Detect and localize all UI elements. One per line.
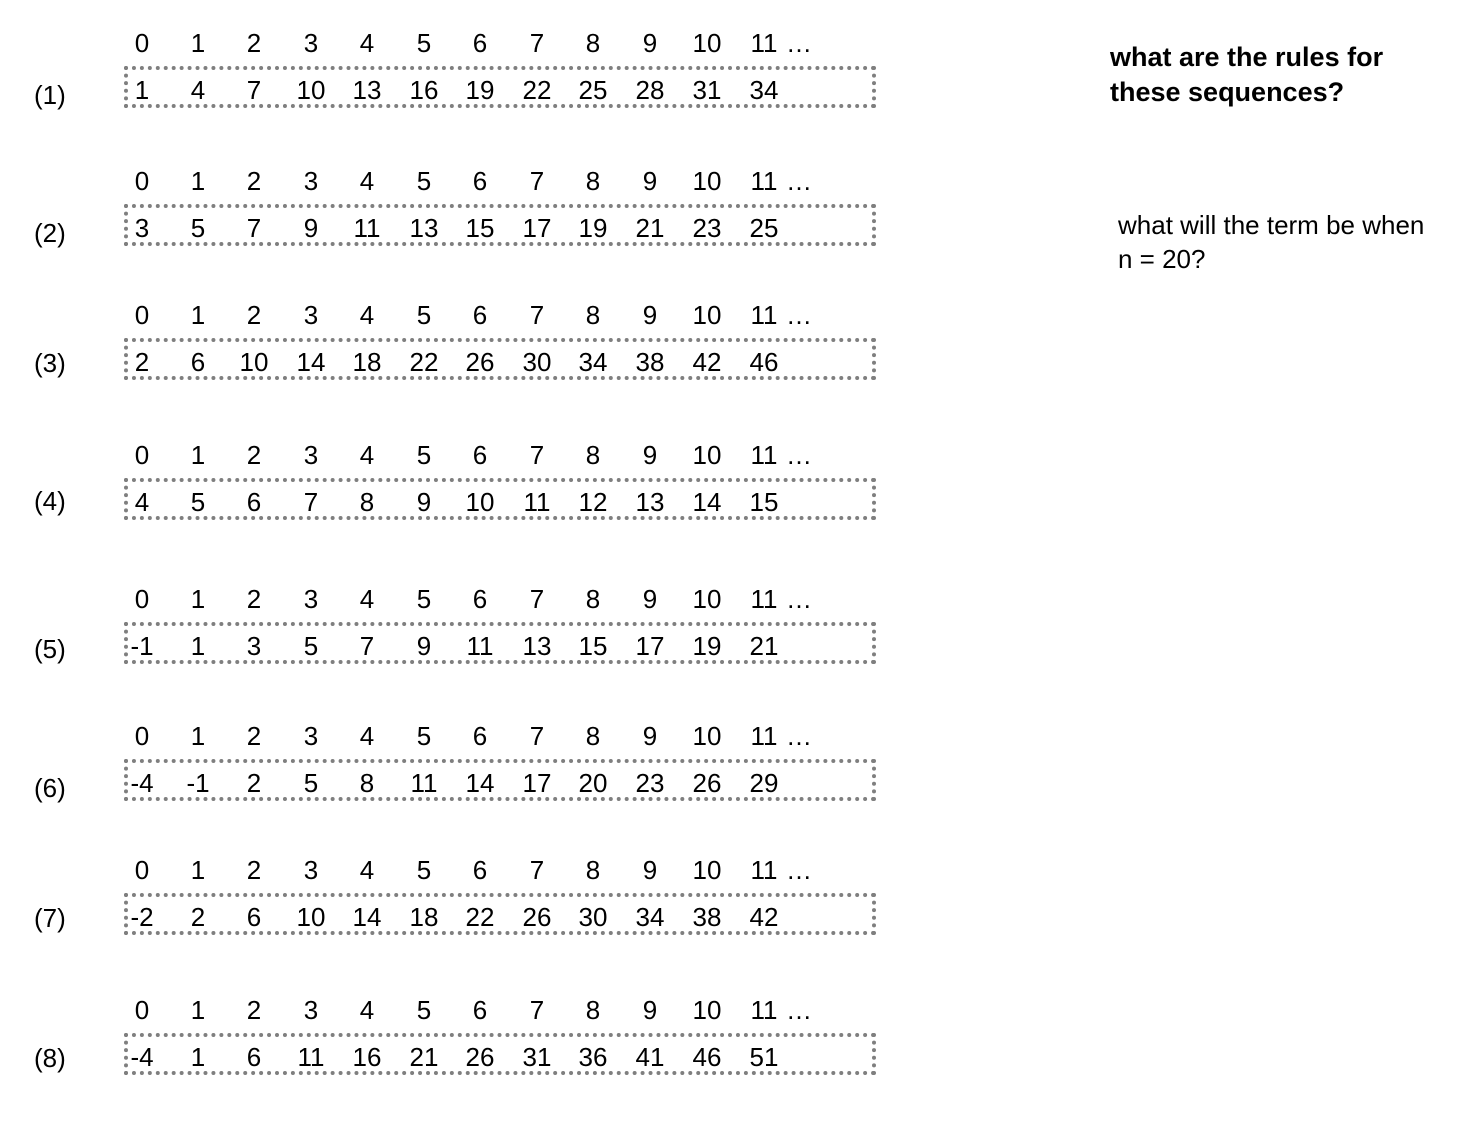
sequence-label: (8): [34, 1043, 66, 1073]
index-row: [0, 584, 900, 614]
sequence-term: 15: [578, 631, 608, 661]
index-number: 2: [246, 300, 262, 330]
sequence-term: 5: [303, 631, 319, 661]
question-term: what will the term be when n = 20?: [1118, 210, 1425, 274]
sequence-term: 6: [246, 487, 262, 517]
sequence-term: 5: [190, 213, 206, 243]
sequence-term: 6: [246, 902, 262, 932]
terms-row: [0, 75, 900, 105]
index-number: 10: [692, 721, 722, 751]
sequence-term: 18: [352, 347, 382, 377]
sequence-label: (3): [34, 348, 66, 378]
index-number: 0: [134, 995, 150, 1025]
sequence-block: [0, 721, 900, 811]
index-number: 3: [303, 855, 319, 885]
sequence-term: 13: [635, 487, 665, 517]
sequence-term: 15: [465, 213, 495, 243]
sequence-block: [0, 166, 900, 256]
index-number: 8: [585, 584, 601, 614]
sequence-term: 10: [239, 347, 269, 377]
index-ellipsis: …: [786, 721, 812, 751]
sequence-label: (4): [34, 486, 66, 516]
sequence-term: 13: [522, 631, 552, 661]
index-number: 7: [529, 995, 545, 1025]
index-number: 1: [190, 584, 206, 614]
index-number: 3: [303, 584, 319, 614]
index-number: 0: [134, 440, 150, 470]
index-number: 3: [303, 28, 319, 58]
index-number: 3: [303, 300, 319, 330]
index-number: 2: [246, 166, 262, 196]
sequence-term: 34: [635, 902, 665, 932]
sequence-term: 46: [692, 1042, 722, 1072]
sequence-term: 34: [578, 347, 608, 377]
index-number: 3: [303, 440, 319, 470]
index-number: 3: [303, 995, 319, 1025]
sequence-term: 9: [416, 631, 432, 661]
sequence-term: 4: [134, 487, 150, 517]
terms-row: [0, 347, 900, 377]
index-number: 2: [246, 584, 262, 614]
index-row: [0, 855, 900, 885]
sequence-term: 11: [410, 768, 438, 798]
index-number: 1: [190, 440, 206, 470]
sequence-term: 17: [635, 631, 665, 661]
sequence-term: 22: [465, 902, 495, 932]
sequence-term: 42: [749, 902, 779, 932]
sequence-term: -4: [130, 1042, 154, 1072]
sequence-term: -1: [130, 631, 154, 661]
sequence-label: (6): [34, 773, 66, 803]
index-number: 11: [750, 721, 778, 751]
index-ellipsis: …: [786, 995, 812, 1025]
index-number: 5: [416, 166, 432, 196]
index-number: 8: [585, 855, 601, 885]
index-number: 9: [642, 584, 658, 614]
index-number: 0: [134, 166, 150, 196]
sequence-label: (1): [34, 80, 66, 110]
index-row: [0, 166, 900, 196]
index-number: 7: [529, 855, 545, 885]
index-number: 9: [642, 300, 658, 330]
sequence-term: 13: [352, 75, 382, 105]
index-number: 10: [692, 440, 722, 470]
sequence-block: [0, 440, 900, 530]
sequence-term: 26: [692, 768, 722, 798]
index-number: 5: [416, 995, 432, 1025]
sequence-term: 10: [465, 487, 495, 517]
sequence-term: 16: [352, 1042, 382, 1072]
sequence-term: 14: [352, 902, 382, 932]
question-heading: what are the rules for these sequences?: [1110, 42, 1384, 107]
index-number: 11: [750, 300, 778, 330]
index-number: 1: [190, 166, 206, 196]
index-number: 11: [750, 440, 778, 470]
index-number: 1: [190, 300, 206, 330]
sequence-term: 46: [749, 347, 779, 377]
index-number: 10: [692, 995, 722, 1025]
sequence-term: 16: [409, 75, 439, 105]
index-number: 4: [359, 855, 375, 885]
sequence-term: 1: [190, 1042, 206, 1072]
sequence-term: 30: [578, 902, 608, 932]
sequence-block: [0, 300, 900, 390]
sequence-block: [0, 28, 900, 118]
index-number: 9: [642, 995, 658, 1025]
sequence-term: 6: [246, 1042, 262, 1072]
sequence-term: 5: [303, 768, 319, 798]
sequence-term: 26: [465, 1042, 495, 1072]
sequence-term: 2: [246, 768, 262, 798]
sequence-term: 11: [466, 631, 494, 661]
sequence-term: -1: [186, 768, 210, 798]
sequence-term: 9: [416, 487, 432, 517]
sequence-label: (5): [34, 634, 66, 664]
sequence-term: 38: [692, 902, 722, 932]
index-number: 2: [246, 995, 262, 1025]
sequence-term: 21: [409, 1042, 439, 1072]
index-number: 2: [246, 721, 262, 751]
sequence-term: 51: [749, 1042, 779, 1072]
index-number: 6: [472, 995, 488, 1025]
sequence-term: 7: [303, 487, 319, 517]
index-number: 7: [529, 166, 545, 196]
index-number: 3: [303, 721, 319, 751]
sequence-term: 23: [635, 768, 665, 798]
sequence-block: [0, 855, 900, 945]
index-row: [0, 721, 900, 751]
terms-row: [0, 213, 900, 243]
index-number: 4: [359, 300, 375, 330]
sequence-term: 20: [578, 768, 608, 798]
sequence-term: 31: [692, 75, 722, 105]
index-number: 6: [472, 855, 488, 885]
index-number: 8: [585, 28, 601, 58]
index-number: 0: [134, 721, 150, 751]
sequence-term: 21: [749, 631, 779, 661]
sequence-term: 25: [749, 213, 779, 243]
index-number: 0: [134, 855, 150, 885]
sequence-term: 18: [409, 902, 439, 932]
index-number: 7: [529, 28, 545, 58]
index-number: 8: [585, 166, 601, 196]
sequence-term: 19: [578, 213, 608, 243]
sequence-term: 22: [522, 75, 552, 105]
index-number: 3: [303, 166, 319, 196]
sequence-term: 7: [359, 631, 375, 661]
index-number: 7: [529, 721, 545, 751]
sequence-term: 2: [134, 347, 150, 377]
index-number: 10: [692, 300, 722, 330]
index-number: 5: [416, 300, 432, 330]
index-number: 6: [472, 584, 488, 614]
index-number: 4: [359, 995, 375, 1025]
sequence-term: 26: [522, 902, 552, 932]
sequence-term: 14: [465, 768, 495, 798]
sequence-term: 7: [246, 213, 262, 243]
index-number: 4: [359, 584, 375, 614]
sequence-term: 3: [134, 213, 150, 243]
sequence-term: 15: [749, 487, 779, 517]
index-number: 9: [642, 28, 658, 58]
index-number: 5: [416, 855, 432, 885]
sequence-term: 23: [692, 213, 722, 243]
sequence-term: 3: [246, 631, 262, 661]
index-number: 6: [472, 166, 488, 196]
sequence-term: 19: [692, 631, 722, 661]
sequence-term: 8: [359, 487, 375, 517]
index-number: 9: [642, 440, 658, 470]
index-ellipsis: …: [786, 855, 812, 885]
index-number: 4: [359, 721, 375, 751]
sequence-term: 29: [749, 768, 779, 798]
terms-row: [0, 1042, 900, 1072]
index-number: 6: [472, 300, 488, 330]
sequence-term: 11: [523, 487, 551, 517]
index-number: 11: [750, 584, 778, 614]
sequence-term: 34: [749, 75, 779, 105]
index-number: 8: [585, 721, 601, 751]
sequence-label: (7): [34, 903, 66, 933]
index-ellipsis: …: [786, 584, 812, 614]
index-number: 2: [246, 440, 262, 470]
sequence-term: 9: [303, 213, 319, 243]
sequence-term: 14: [692, 487, 722, 517]
sequence-term: 7: [246, 75, 262, 105]
index-number: 8: [585, 995, 601, 1025]
sequence-term: 26: [465, 347, 495, 377]
sequence-term: 25: [578, 75, 608, 105]
index-number: 11: [750, 995, 778, 1025]
sequence-term: 41: [635, 1042, 665, 1072]
sequence-term: -4: [130, 768, 154, 798]
sequence-term: 4: [190, 75, 206, 105]
index-number: 5: [416, 28, 432, 58]
sequence-term: 30: [522, 347, 552, 377]
index-number: 9: [642, 855, 658, 885]
index-number: 5: [416, 584, 432, 614]
terms-row: [0, 487, 900, 517]
index-number: 0: [134, 28, 150, 58]
sequence-term: 10: [296, 75, 326, 105]
index-ellipsis: …: [786, 440, 812, 470]
index-number: 4: [359, 28, 375, 58]
index-number: 6: [472, 721, 488, 751]
index-number: 8: [585, 440, 601, 470]
sequence-term: 12: [578, 487, 608, 517]
index-ellipsis: …: [786, 166, 812, 196]
sequence-term: 28: [635, 75, 665, 105]
sequence-term: 42: [692, 347, 722, 377]
sequence-term: 31: [522, 1042, 552, 1072]
index-row: [0, 300, 900, 330]
index-number: 7: [529, 300, 545, 330]
index-number: 10: [692, 166, 722, 196]
index-number: 2: [246, 855, 262, 885]
index-number: 2: [246, 28, 262, 58]
terms-row: [0, 902, 900, 932]
index-number: 11: [750, 28, 778, 58]
index-number: 1: [190, 855, 206, 885]
sequence-term: 22: [409, 347, 439, 377]
sequence-term: -2: [130, 902, 154, 932]
index-number: 7: [529, 440, 545, 470]
sequence-term: 13: [409, 213, 439, 243]
index-number: 6: [472, 28, 488, 58]
index-number: 10: [692, 584, 722, 614]
index-number: 9: [642, 721, 658, 751]
sequence-term: 21: [635, 213, 665, 243]
index-ellipsis: …: [786, 28, 812, 58]
sequence-label: (2): [34, 218, 66, 248]
sequence-term: 1: [190, 631, 206, 661]
sequence-term: 6: [190, 347, 206, 377]
index-number: 0: [134, 300, 150, 330]
index-number: 10: [692, 28, 722, 58]
index-number: 1: [190, 995, 206, 1025]
sequence-term: 11: [297, 1042, 325, 1072]
sequence-term: 19: [465, 75, 495, 105]
sequence-term: 1: [134, 75, 150, 105]
index-number: 5: [416, 721, 432, 751]
sequence-term: 8: [359, 768, 375, 798]
sequence-term: 2: [190, 902, 206, 932]
index-number: 10: [692, 855, 722, 885]
sequence-term: 14: [296, 347, 326, 377]
index-number: 11: [750, 855, 778, 885]
index-number: 4: [359, 440, 375, 470]
index-number: 1: [190, 28, 206, 58]
terms-row: [0, 768, 900, 798]
index-number: 8: [585, 300, 601, 330]
index-row: [0, 28, 900, 58]
index-number: 9: [642, 166, 658, 196]
index-number: 1: [190, 721, 206, 751]
sequence-block: [0, 995, 900, 1085]
index-number: 0: [134, 584, 150, 614]
sequence-term: 38: [635, 347, 665, 377]
index-ellipsis: …: [786, 300, 812, 330]
index-number: 5: [416, 440, 432, 470]
sequence-term: 11: [353, 213, 381, 243]
index-number: 11: [750, 166, 778, 196]
sequence-term: 10: [296, 902, 326, 932]
terms-row: [0, 631, 900, 661]
sequence-term: 17: [522, 768, 552, 798]
sequence-term: 5: [190, 487, 206, 517]
index-row: [0, 440, 900, 470]
sequence-term: 36: [578, 1042, 608, 1072]
sequence-block: [0, 584, 900, 674]
index-number: 7: [529, 584, 545, 614]
index-number: 6: [472, 440, 488, 470]
sequence-term: 17: [522, 213, 552, 243]
index-row: [0, 995, 900, 1025]
index-number: 4: [359, 166, 375, 196]
